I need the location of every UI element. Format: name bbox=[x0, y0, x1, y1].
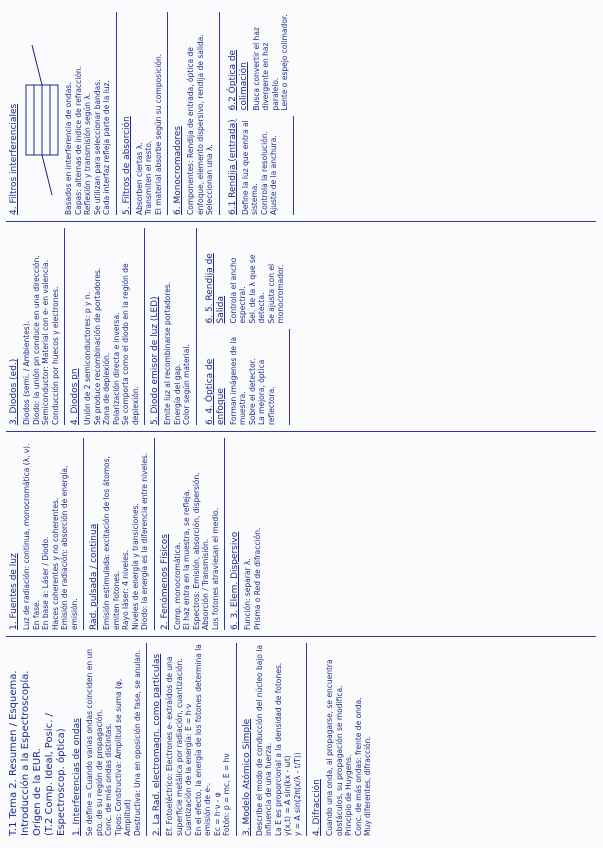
section-title: 4. Diodos pn bbox=[70, 368, 80, 425]
section-title: 4. Filtros interferenciales bbox=[9, 103, 19, 215]
filter-layers-sketch bbox=[22, 25, 62, 215]
section-title: 1. Interferencias de ondas bbox=[72, 718, 82, 836]
section-led bbox=[150, 228, 197, 425]
section-rendija-salida bbox=[205, 228, 290, 324]
section-title: 4. Difracción bbox=[312, 779, 322, 836]
column-2 bbox=[6, 432, 596, 637]
page-title: T.1 Tema 2. Resumen / Esquema. bbox=[8, 670, 19, 836]
section-diodos-pn bbox=[70, 228, 145, 425]
section-rad-particulas bbox=[152, 643, 237, 836]
section-rad-pulsada bbox=[89, 438, 155, 630]
section-monocromadores bbox=[173, 12, 220, 215]
section-text: Cuando una onda, al propagarse, se encuentra obstáculos, su propagación se modifica. Principio de Huygens. Conc. de más ondas: frente de onda. Muy diferentes, difracción. bbox=[325, 659, 372, 836]
column-4 bbox=[6, 6, 596, 222]
section-text: Basados en interferencia de ondas. Capas: alternas de índice de refracción. Reflexión y transmisión según λ. Se utilizan para seleccionar bandas. Cada interfaz refleja parte de la luz. bbox=[64, 65, 111, 215]
page-header bbox=[8, 643, 68, 836]
section-title: 6.2 Óptica de colimación bbox=[227, 49, 249, 111]
section-elem-dispersivo bbox=[230, 438, 266, 630]
section-text: Controla el ancho espectral. Sel. de la λ que se detecta. Se ajusta con el monocromador. bbox=[228, 254, 285, 324]
section-title: 6. 4. Óptica de enfoque bbox=[204, 358, 226, 425]
section-text: Componentes: Rendija de entrada, óptica de enfoque, elemento dispersivo, rendija de salida. Seleccionan una λ. bbox=[186, 34, 214, 215]
section-text: Describe el modo de conducción del núcleo bajo la influencia de una fuerza. La E es proporcional a la densidad de fotones. y(x,t) = A sin(kx - ωt) y = A sin(2π(x/λ - t/T)) bbox=[254, 644, 302, 836]
section-title: 6. 3. Elem. Dispersivo bbox=[230, 531, 240, 630]
section-filtros-interferenciales bbox=[9, 12, 117, 215]
bottom-split bbox=[202, 228, 295, 425]
section-text: Busca convertir el haz divergente en haz paralelo. Lente o espejo colimador. bbox=[251, 14, 289, 111]
section-title: 5. Filtros de absorción bbox=[121, 116, 132, 215]
section-optica-enfoque bbox=[205, 330, 290, 426]
section-title: Rad. pulsada / continua bbox=[89, 523, 99, 630]
section-rendija-entrada bbox=[228, 117, 294, 216]
section-diodos bbox=[9, 228, 65, 425]
section-title: 2. La Rad. electromagn. como partículas bbox=[152, 653, 162, 836]
section-text: Luz de radiación: continua, monocromática (λ, ν). En fase. En base a: Láser / Diodo. Haces coherentes y no coherentes. Emisión de radiación: absorción de energía, emisión. bbox=[22, 443, 79, 630]
section-title: 3. Diodos (ed.) bbox=[9, 358, 19, 425]
section-text: Unión de 2 semiconductores: p y n. Se produce recombinación de portadores. Zona de deplexión. Polarización directa e inversa. Se comporta como el diodo en la región de deplexión. bbox=[83, 263, 140, 425]
column-1 bbox=[6, 637, 596, 842]
section-text: Define la luz que entra al sistema. Controla la resolución. Ajuste de la anchura. bbox=[240, 120, 278, 215]
section-text: Se define = Cuando varias ondas coinciden en un pto. de su región de propagación. Conc. de más ondas distintas. Tipos: Constructiva: Amplitud se suma (φ, Amplitud) Destructiva: Una en oposición de fase, se anulan. bbox=[85, 649, 142, 836]
section-title: 6.1 Rendija (entrada) bbox=[227, 119, 238, 215]
section-title: 3. Modelo Atómico Simple bbox=[241, 718, 252, 836]
section-text: Comp. monocromática. El haz entra en la muestra, se refleja. Espectros: Emisión, absorción, dispersión. Absorción / Transmisión. Los fotones atraviesan el medio. bbox=[172, 472, 220, 630]
section-text: Emisión estimulada: excitación de los átomos, emiten fotones. Rayo láser: 4 niveles. Niveles de energía y transiciones. Diodo: la energía es la diferencia entre niveles. bbox=[102, 452, 149, 630]
section-text: Forman imágenes de la muestra. Sobre el detector. La mejora, óptica reflectora. bbox=[228, 336, 276, 425]
column-3 bbox=[6, 222, 596, 432]
bottom-split bbox=[225, 12, 299, 215]
page-subtitle: Introducción a la Espectroscopía. Orígen de la EUR. bbox=[20, 670, 43, 836]
section-title: 6. Monocromadores bbox=[173, 125, 183, 215]
section-optica-colimacion bbox=[228, 12, 294, 111]
section-interferencias bbox=[72, 643, 147, 836]
section-text: Diodos (semi. / Ambientes). Diodo: la unión pn conduce en una dirección. Semiconductor: Material con e- en valencia. Conducción por huecos y electrones. bbox=[22, 255, 60, 425]
section-title: 2. Fenómenos Físicos bbox=[159, 534, 170, 630]
section-fuentes-luz bbox=[9, 438, 84, 630]
section-filtros-absorcion bbox=[122, 12, 169, 215]
section-title: 5. Diodo emisor de luz (LED) bbox=[150, 296, 160, 425]
section-title: 6. 5. Rendija de Salida bbox=[204, 253, 226, 324]
page-header-note: (T.2 Comp. Ideal, Posic. / Espectroscop. óptica) bbox=[44, 713, 67, 836]
section-title: 1. Fuentes de luz bbox=[9, 553, 19, 630]
section-text: Emite luz al recombinarse portadores. Energía del gap. Color según material. bbox=[163, 281, 191, 425]
section-modelo-atomico bbox=[242, 643, 308, 836]
section-fenomenos bbox=[160, 438, 226, 630]
section-text: Función: separar λ. Prisma o Red de difracción. bbox=[243, 527, 262, 630]
section-text: Absorben ciertas λ. Transmiten el resto. El material absorbe según su composición. bbox=[134, 53, 163, 215]
section-difraccion bbox=[312, 643, 377, 836]
section-text: Ef. Fotoeléctrico: Electrones e- extraídos de una superficie metálica por radiación, cuantización. Cuantización de la energía: E = h·ν En el efecto, la energía de los fotones determina la emisión de e-. Ec = h·ν - φ Fotón: p = mc, E = hν bbox=[165, 644, 231, 836]
